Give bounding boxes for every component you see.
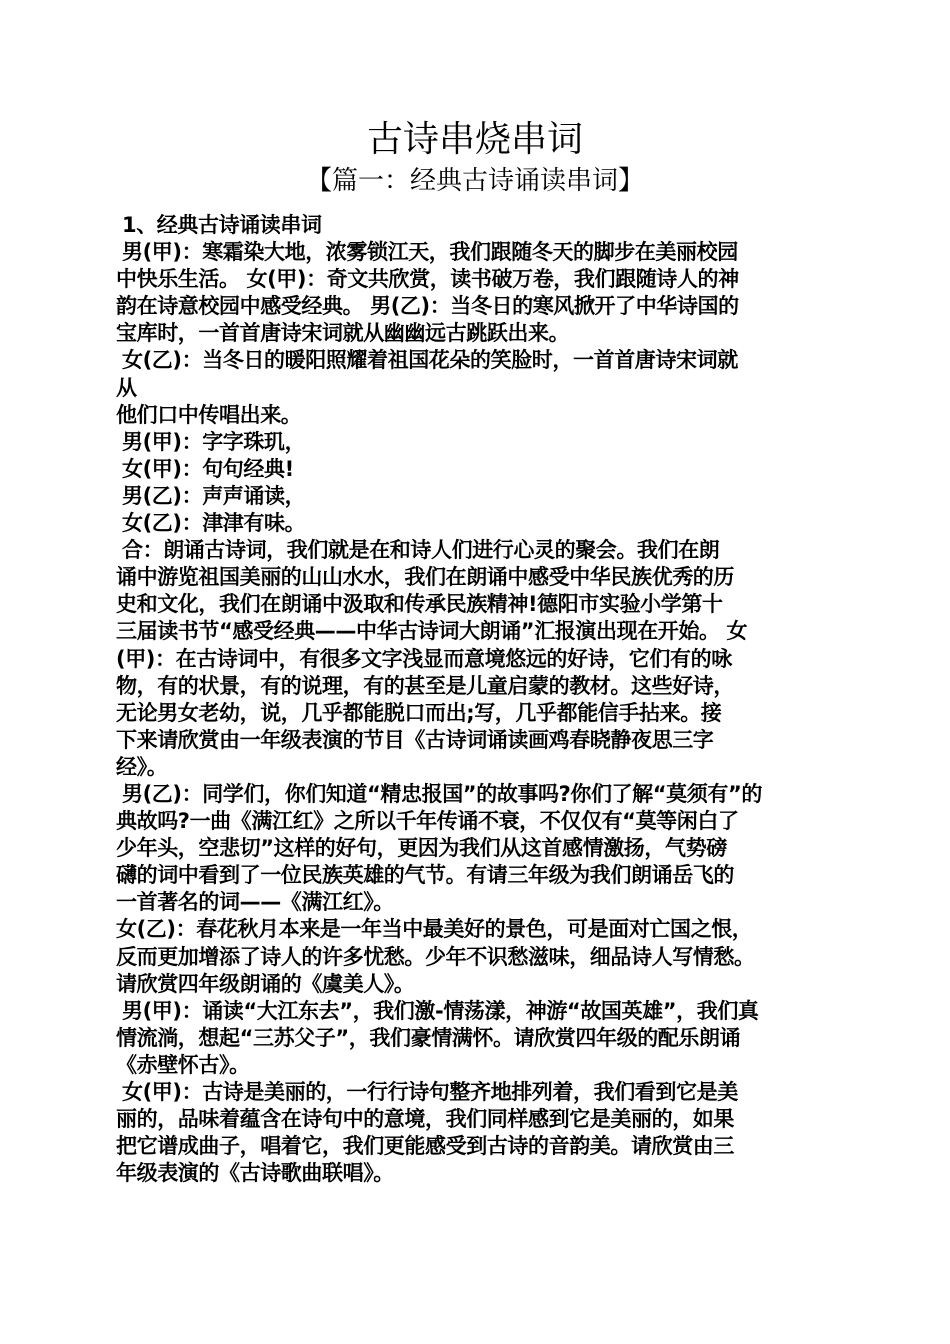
text-line: 韵在诗意校园中感受经典。 男(乙)：当冬日的寒风掀开了中华诗国的 bbox=[116, 294, 739, 319]
text-line: 史和文化，我们在朗诵中汲取和传承民族精神!德阳市实验小学第十 bbox=[116, 592, 723, 617]
text-line: 女(甲)：古诗是美丽的，一行行诗句整齐地排列着，我们看到它是美 bbox=[122, 1080, 738, 1104]
text-line: 宝库时，一首首唐诗宋词就从幽幽远古跳跃出来。 bbox=[116, 321, 570, 346]
text-line: 合：朗诵古诗词，我们就是在和诗人们进行心灵的聚会。我们在朗 bbox=[122, 538, 720, 563]
text-line: 1、经典古诗诵读串词 bbox=[122, 213, 322, 237]
text-line: 中快乐生活。 女(甲)：奇文共欣赏，读书破万卷，我们跟随诗人的神 bbox=[116, 267, 739, 292]
text-line: 从 bbox=[116, 375, 137, 400]
text-line: 女(乙)：津津有味。 bbox=[122, 511, 306, 536]
text-line: 男(乙)：声声诵读， bbox=[122, 483, 306, 508]
text-line: 女(乙)：当冬日的暖阳照耀着祖国花朵的笑脸时，一首首唐诗宋词就 bbox=[122, 348, 738, 373]
text-line: 把它谱成曲子，唱着它，我们更能感受到古诗的音韵美。请欣赏由三 bbox=[116, 1134, 734, 1159]
text-line: 诵中游览祖国美丽的山山水水，我们在朗诵中感受中华民族优秀的历 bbox=[116, 565, 734, 590]
text-line: 物，有的状景，有的说理，有的甚至是儿童启蒙的教材。这些好诗， bbox=[116, 673, 734, 698]
text-line: 礴的词中看到了一位民族英雄的气节。有请三年级为我们朗诵岳飞的 bbox=[116, 863, 734, 888]
text-line: 反而更加增添了诗人的许多忧愁。少年不识愁滋味，细品诗人写情愁。 bbox=[116, 944, 755, 969]
text-line: 经》。 bbox=[116, 754, 168, 779]
text-line: 情流淌，想起“三苏父子”，我们豪情满怀。请欣赏四年级的配乐朗诵 bbox=[116, 1025, 741, 1050]
text-line: 女(甲)：句句经典! bbox=[122, 456, 294, 481]
text-line: 三届读书节“感受经典——中华古诗词大朗诵”汇报演出现在开始。 女 bbox=[116, 619, 748, 644]
text-line: 少年头，空悲切”这样的好句，更因为我们从这首感情激扬，气势磅 bbox=[116, 836, 727, 861]
text-line: 女(乙)：春花秋月本来是一年当中最美好的景色，可是面对亡国之恨， bbox=[116, 917, 753, 942]
text-line: 他们口中传唱出来。 bbox=[116, 402, 302, 427]
text-line: 男(甲)：诵读“大江东去”，我们激-情荡漾，神游“故国英雄”，我们真 bbox=[122, 998, 759, 1023]
text-line: 典故吗?一曲《满江红》之所以千年传诵不衰，不仅仅有“莫等闲白了 bbox=[116, 809, 739, 834]
text-line: 年级表演的《古诗歌曲联唱》。 bbox=[116, 1161, 394, 1186]
document-body bbox=[116, 212, 838, 1187]
text-line: 男(乙)：同学们，你们知道“精忠报国”的故事吗?你们了解“莫须有”的 bbox=[122, 781, 762, 806]
page-title: 古诗串烧串词 bbox=[366, 119, 583, 160]
text-line: 丽的，品味着蕴含在诗句中的意境，我们同样感到它是美丽的，如果 bbox=[116, 1107, 734, 1132]
page-subtitle: 【篇一：经典古诗诵读串词】 bbox=[305, 166, 644, 196]
text-line: 下来请欣赏由一年级表演的节目《古诗词诵读画鸡春晓静夜思三字 bbox=[116, 727, 714, 752]
text-line: 《赤壁怀古》。 bbox=[116, 1052, 250, 1077]
text-line: 一首著名的词——《满江红》。 bbox=[116, 890, 394, 915]
text-line: 男(甲)：字字珠玑， bbox=[122, 429, 306, 454]
text-line: (甲)：在古诗词中，有很多文字浅显而意境悠远的好诗，它们有的咏 bbox=[116, 646, 732, 671]
text-line: 男(甲)：寒霜染大地，浓雾锁江天，我们跟随冬天的脚步在美丽校园 bbox=[122, 240, 738, 265]
text-line: 请欣赏四年级朗诵的《虞美人》。 bbox=[116, 971, 415, 996]
text-line: 无论男女老幼，说，几乎都能脱口而出;写，几乎都能信手拈来。接 bbox=[116, 700, 722, 725]
